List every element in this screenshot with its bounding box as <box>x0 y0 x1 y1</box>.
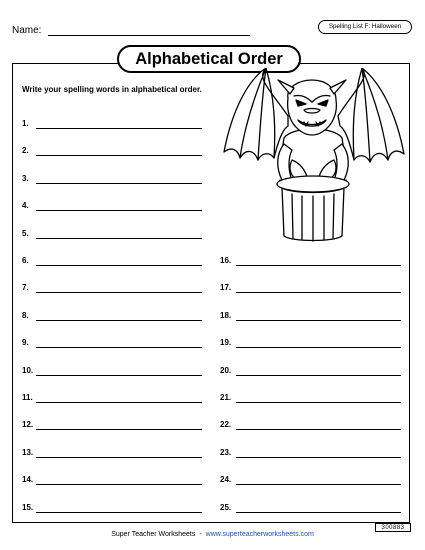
answer-line[interactable] <box>236 320 401 321</box>
answer-row <box>220 311 402 325</box>
row-number: 5. <box>22 228 29 238</box>
answer-row <box>220 256 402 270</box>
answer-row <box>220 448 402 462</box>
row-number: 21. <box>220 393 232 402</box>
answer-line[interactable] <box>36 210 202 211</box>
answer-row <box>220 420 402 434</box>
answer-line[interactable] <box>236 402 401 403</box>
answer-row <box>22 229 204 243</box>
row-number: 23. <box>220 447 232 457</box>
row-number: 24. <box>220 475 232 485</box>
row-number: 22. <box>220 420 232 430</box>
answer-line[interactable] <box>36 457 202 458</box>
row-number: 13. <box>22 447 34 457</box>
answer-row <box>22 338 204 352</box>
answer-line[interactable] <box>36 238 202 239</box>
row-number: 11. <box>22 393 33 402</box>
answer-line[interactable] <box>236 265 401 266</box>
name-label: Name: <box>12 25 42 36</box>
answer-line[interactable] <box>36 320 202 321</box>
answer-line[interactable] <box>236 347 401 348</box>
answer-row <box>22 174 204 188</box>
answer-line[interactable] <box>236 484 401 485</box>
worksheet-code: 300883 <box>375 523 411 532</box>
answer-line[interactable] <box>36 128 202 129</box>
row-number: 10. <box>22 365 34 375</box>
row-number: 17. <box>220 283 232 293</box>
answer-line[interactable] <box>36 155 202 156</box>
answer-row <box>22 119 204 133</box>
answer-row <box>220 338 402 352</box>
answer-line[interactable] <box>236 512 401 513</box>
answer-line[interactable] <box>36 265 202 266</box>
answer-row <box>220 503 402 517</box>
answer-row <box>22 146 204 160</box>
answer-line[interactable] <box>36 429 202 430</box>
row-number: 18. <box>220 310 232 320</box>
answer-line[interactable] <box>236 457 401 458</box>
row-number: 8. <box>22 310 29 320</box>
answer-line[interactable] <box>36 375 202 376</box>
answer-line[interactable] <box>36 292 202 293</box>
footer-brand: Super Teacher Worksheets <box>111 531 196 538</box>
row-number: 14. <box>22 475 34 485</box>
instruction-text: Write your spelling words in alphabetical order. <box>22 85 202 94</box>
answer-row <box>220 393 402 407</box>
answer-row <box>22 201 204 215</box>
answer-row <box>22 475 204 489</box>
footer <box>0 531 425 538</box>
answer-line[interactable] <box>36 347 202 348</box>
answer-row <box>22 283 204 297</box>
answer-line[interactable] <box>236 292 401 293</box>
answer-row <box>22 366 204 380</box>
answer-row <box>22 311 204 325</box>
row-number: 15. <box>22 502 34 512</box>
footer-url[interactable]: www.superteacherworksheets.com <box>205 531 314 538</box>
row-number: 25. <box>220 502 232 512</box>
answer-row <box>220 475 402 489</box>
row-number: 4. <box>22 201 29 211</box>
answer-row <box>22 393 204 407</box>
answer-row <box>220 366 402 380</box>
row-number: 19. <box>220 338 232 348</box>
footer-separator: - <box>199 531 202 538</box>
answer-line[interactable] <box>236 429 401 430</box>
answer-row <box>22 448 204 462</box>
row-number: 16. <box>220 256 232 265</box>
page-title: Alphabetical Order <box>117 45 301 73</box>
row-number: 1. <box>22 119 29 128</box>
answer-line[interactable] <box>36 512 202 513</box>
row-number: 9. <box>22 338 29 348</box>
row-number: 6. <box>22 256 29 265</box>
answer-line[interactable] <box>36 484 202 485</box>
row-number: 3. <box>22 173 29 183</box>
answer-line[interactable] <box>236 375 401 376</box>
row-number: 12. <box>22 420 34 430</box>
answer-line[interactable] <box>36 183 202 184</box>
spelling-list-badge: Spelling List F: Halloween <box>318 20 412 34</box>
answer-line[interactable] <box>36 402 202 403</box>
answer-row <box>22 256 204 270</box>
answer-row <box>220 283 402 297</box>
row-number: 20. <box>220 365 232 375</box>
answer-row <box>22 503 204 517</box>
row-number: 7. <box>22 283 29 293</box>
row-number: 2. <box>22 146 29 156</box>
answer-row <box>22 420 204 434</box>
